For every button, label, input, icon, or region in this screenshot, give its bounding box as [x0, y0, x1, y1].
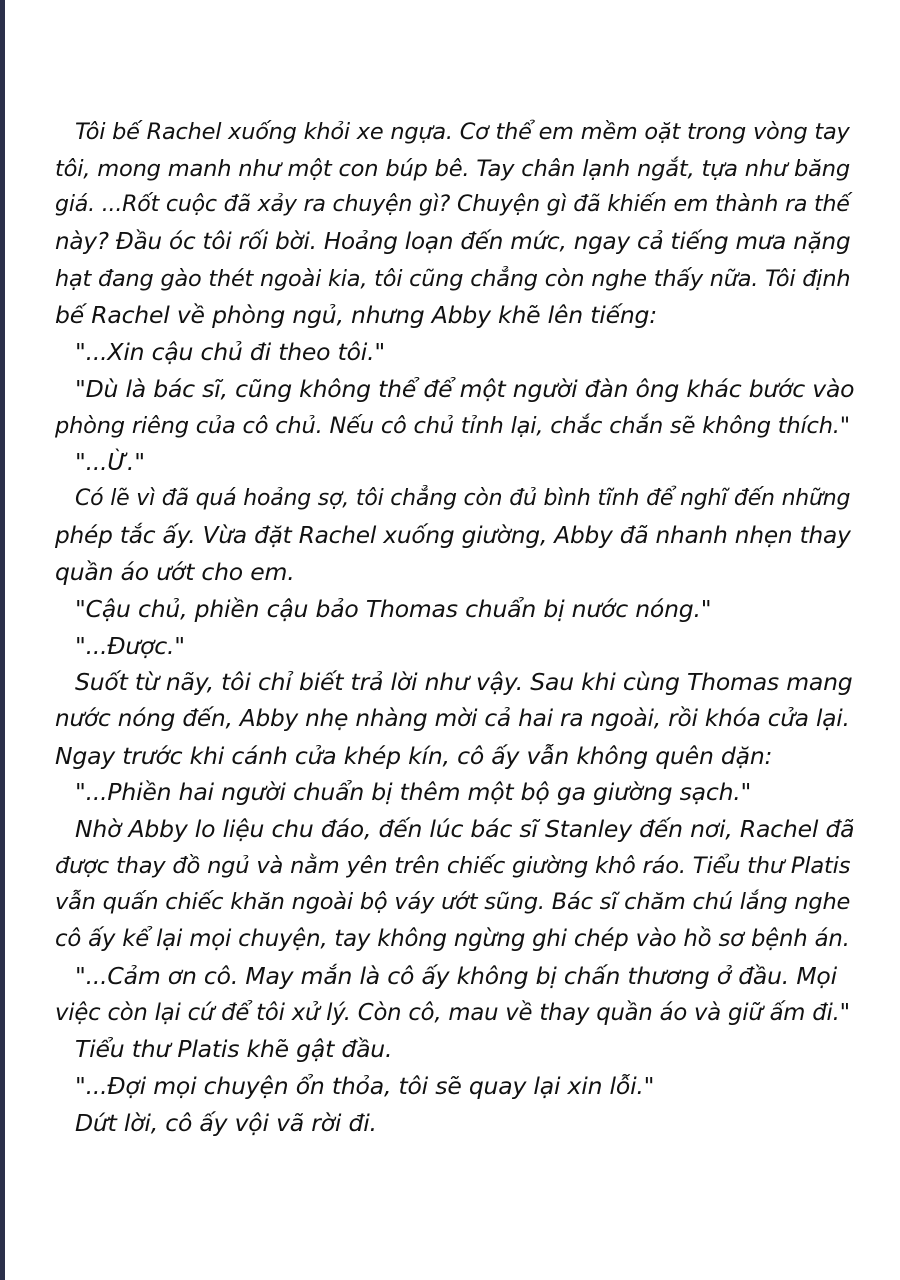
text-line: được thay đồ ngủ và nằm yên trên chiếc giường khô ráo. Tiểu thư Platis [55, 852, 851, 879]
text-line: vẫn quấn chiếc khăn ngoài bộ váy ướt sũng. Bác sĩ chăm chú lắng nghe [55, 889, 851, 916]
text-line: "...Phiền hai người chuẩn bị thêm một bộ ga giường sạch." [75, 778, 752, 807]
text-line: phòng riêng của cô chủ. Nếu cô chủ tỉnh lại, chắc chắn sẽ không thích." [55, 412, 850, 439]
text-line: cô ấy kể lại mọi chuyện, tay không ngừng ghi chép vào hồ sơ bệnh án. [55, 926, 850, 953]
text-line: Dứt lời, cô ấy vội vã rời đi. [75, 1108, 377, 1137]
text-line: quần áo ướt cho em. [55, 558, 295, 587]
text-line: Tôi bế Rachel xuống khỏi xe ngựa. Cơ thể em mềm oặt trong vòng tay [75, 119, 850, 145]
text-line: "...Ừ." [75, 448, 145, 477]
text-line: Nhờ Abby lo liệu chu đáo, đến lúc bác sĩ Stanley đến nơi, Rachel đã [75, 815, 855, 844]
text-line: "...Cảm ơn cô. May mắn là cô ấy không bị chấn thương ở đầu. Mọi [75, 961, 837, 990]
text-line: "...Đợi mọi chuyện ổn thỏa, tôi sẽ quay lại xin lỗi." [75, 1071, 655, 1100]
left-border [0, 0, 5, 1280]
text-line: Suốt từ nãy, tôi chỉ biết trả lời như vậy. Sau khi cùng Thomas mang [75, 668, 853, 697]
text-line: nước nóng đến, Abby nhẹ nhàng mời cả hai ra ngoài, rồi khóa cửa lại. [55, 705, 850, 732]
text-line: "Cậu chủ, phiền cậu bảo Thomas chuẩn bị nước nóng." [75, 594, 712, 623]
text-line: hạt đang gào thét ngoài kia, tôi cũng chẳng còn nghe thấy nữa. Tôi định [55, 265, 851, 292]
text-line: "Dù là bác sĩ, cũng không thể để một người đàn ông khác bước vào [75, 374, 855, 403]
text-line: phép tắc ấy. Vừa đặt Rachel xuống giường, Abby đã nhanh nhẹn thay [55, 521, 851, 549]
text-line: Có lẽ vì đã quá hoảng sợ, tôi chẳng còn đủ bình tĩnh để nghĩ đến những [75, 485, 851, 511]
story-text [55, 114, 855, 1141]
text-line: "...Xin cậu chủ đi theo tôi." [75, 338, 386, 367]
text-line: Ngay trước khi cánh cửa khép kín, cô ấy vẫn không quên dặn: [55, 741, 773, 770]
text-line: Tiểu thư Platis khẽ gật đầu. [75, 1035, 393, 1064]
text-line: "...Được." [75, 631, 185, 660]
text-line: tôi, mong manh như một con búp bê. Tay chân lạnh ngắt, tựa như băng [55, 155, 850, 182]
text-line: bế Rachel về phòng ngủ, nhưng Abby khẽ lên tiếng: [55, 301, 657, 330]
text-line: giá. ...Rốt cuộc đã xảy ra chuyện gì? Chuyện gì đã khiến em thành ra thế [55, 192, 850, 218]
text-line: việc còn lại cứ để tôi xử lý. Còn cô, mau về thay quần áo và giữ ấm đi." [55, 999, 850, 1026]
text-line: này? Đầu óc tôi rối bời. Hoảng loạn đến mức, ngay cả tiếng mưa nặng [55, 229, 851, 256]
